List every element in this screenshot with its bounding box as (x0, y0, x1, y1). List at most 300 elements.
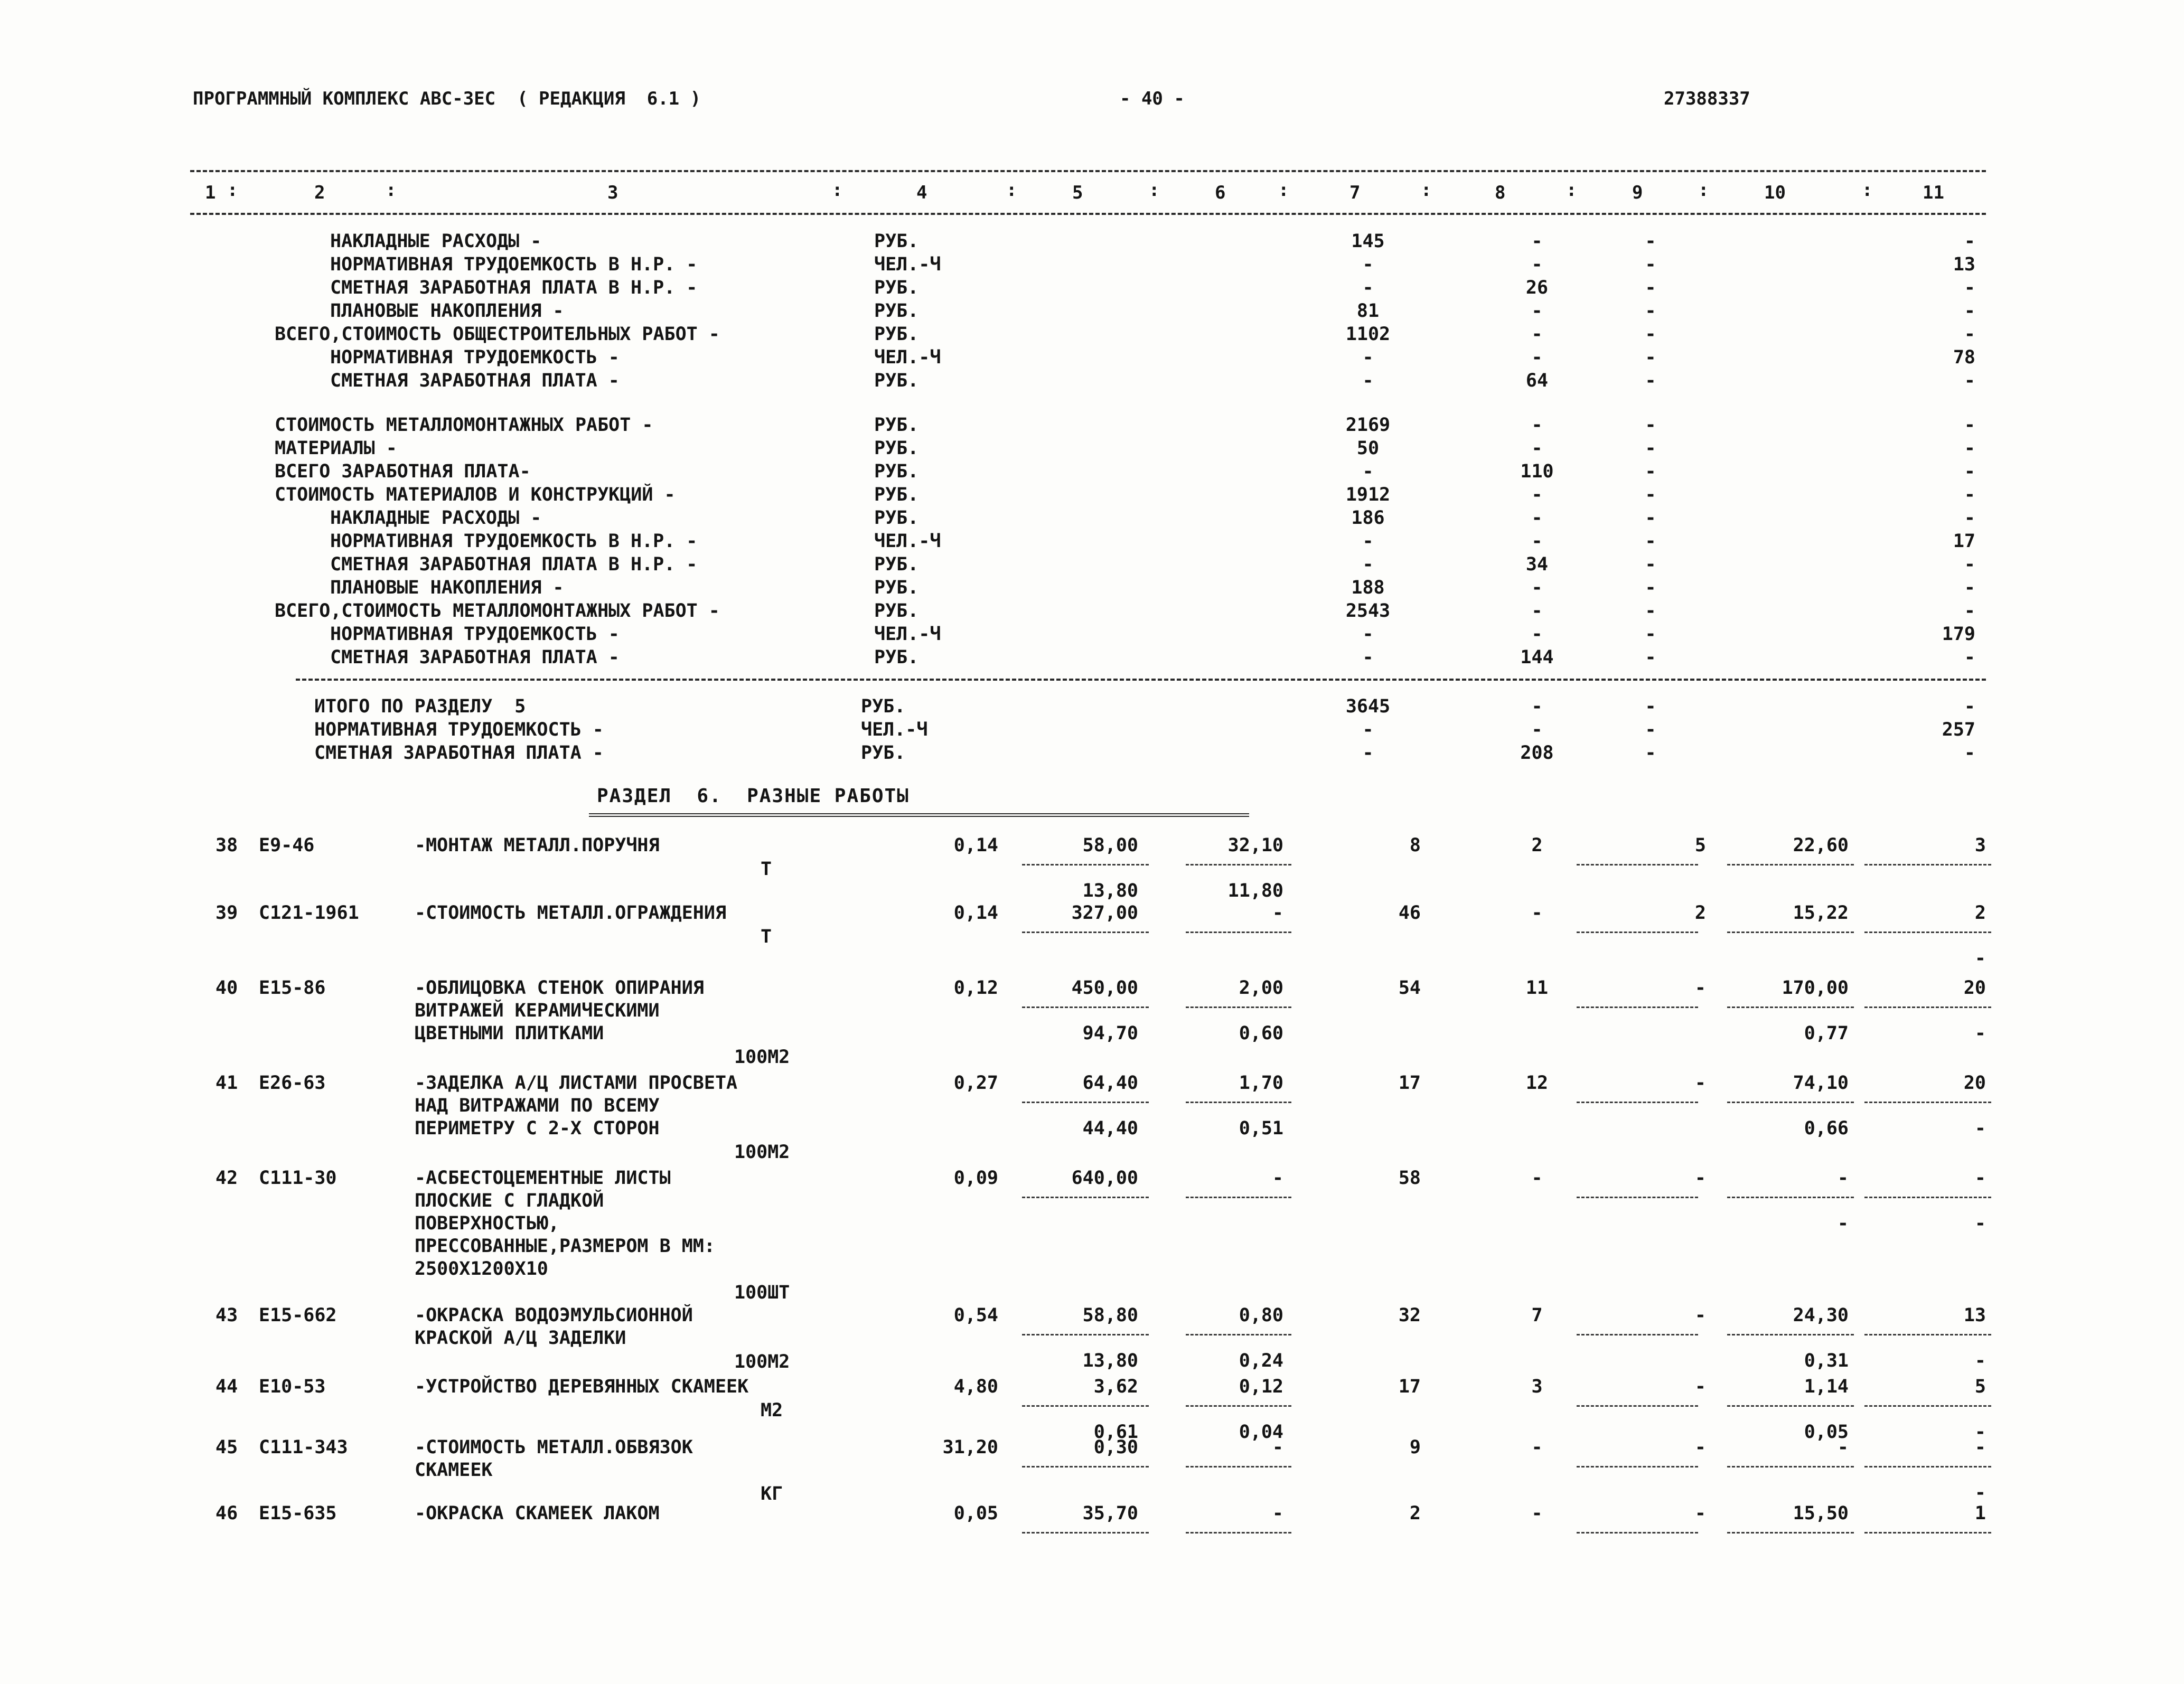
summary-col8: - (1531, 438, 1543, 459)
item-total-machine: - (1694, 1168, 1706, 1189)
item-unit-machine-wages: 0,51 (1239, 1118, 1283, 1139)
summary-col7: 2543 (1345, 600, 1391, 622)
item-name: -ОБЛИЦОВКА СТЕНОК ОПИРАНИЯ ВИТРАЖЕЙ КЕРАМИЧЕСКИМИ ЦВЕТНЫМИ ПЛИТКАМИ (415, 977, 704, 1044)
item-total-wages: - (1531, 1437, 1543, 1458)
totals-col8: - (1531, 719, 1543, 740)
summary-col7: - (1362, 347, 1374, 368)
summary-unit: РУБ. (874, 507, 919, 529)
item-total-wages: 3 (1531, 1376, 1543, 1397)
totals-col8: 208 (1520, 742, 1554, 764)
summary-row (0, 415, 2184, 438)
item-total-cost: 58 (1398, 1168, 1421, 1189)
summary-col7: - (1362, 461, 1374, 482)
value-separator (1864, 932, 1991, 933)
column-header-10: 10 (1764, 182, 1786, 203)
summary-col8: - (1531, 577, 1543, 598)
column-header-7: 7 (1349, 182, 1361, 203)
value-separator (1864, 1532, 1991, 1534)
column-separator: : (1566, 180, 1577, 201)
summary-col11: - (1964, 277, 1975, 298)
document-code: 27388337 (1664, 88, 1750, 109)
summary-col11: - (1964, 647, 1975, 668)
item-unit-cost: 58,80 (1082, 1305, 1138, 1326)
summary-col9: - (1645, 624, 1656, 645)
summary-row (0, 554, 2184, 577)
summary-unit: РУБ. (874, 300, 919, 322)
program-title: ПРОГРАММНЫЙ КОМПЛЕКС АВС-3ЕС ( РЕДАКЦИЯ 6.1 ) (193, 88, 701, 109)
summary-description: СТОИМОСТЬ МАТЕРИАЛОВ И КОНСТРУКЦИЙ - (275, 484, 676, 505)
summary-col8: - (1531, 254, 1543, 275)
summary-row (0, 393, 2184, 417)
value-separator (1864, 1405, 1991, 1407)
item-unit-wages: 94,70 (1082, 1023, 1138, 1044)
item-labor-total: 2 (1974, 902, 1986, 924)
item-unit: 100М2 (734, 1351, 790, 1372)
item-labor-total: 5 (1974, 1376, 1986, 1397)
item-labor-norm: 170,00 (1782, 977, 1849, 999)
summary-col8: - (1531, 484, 1543, 505)
summary-description: СМЕТНАЯ ЗАРАБОТНАЯ ПЛАТА В Н.Р. - (330, 277, 698, 298)
column-separator: : (1278, 180, 1289, 201)
value-separator (1577, 864, 1698, 865)
item-labor-norm-machine: 0,31 (1804, 1350, 1849, 1371)
summary-row (0, 577, 2184, 600)
summary-col9: - (1645, 461, 1656, 482)
summary-col11: - (1964, 484, 1975, 505)
summary-col7: 186 (1351, 507, 1385, 529)
summary-row (0, 647, 2184, 670)
section-title-underline (589, 813, 1249, 817)
item-name: -ЗАДЕЛКА А/Ц ЛИСТАМИ ПРОСВЕТА НАД ВИТРАЖАМИ ПО ВСЕМУ ПЕРИМЕТРУ С 2-Х СТОРОН (415, 1073, 738, 1139)
item-name: -УСТРОЙСТВО ДЕРЕВЯННЫХ СКАМЕЕК (415, 1376, 749, 1397)
summary-row (0, 324, 2184, 347)
summary-col11: - (1964, 300, 1975, 322)
item-total-cost: 46 (1398, 902, 1421, 924)
summary-unit: ЧЕЛ.-Ч (874, 531, 941, 552)
value-separator (1727, 1334, 1854, 1335)
item-unit: КГ (761, 1483, 783, 1504)
summary-row (0, 484, 2184, 507)
item-unit-cost: 327,00 (1071, 902, 1138, 924)
summary-col9: - (1645, 277, 1656, 298)
item-total-machine: - (1694, 1305, 1706, 1326)
item-total-machine: 5 (1694, 835, 1706, 856)
summary-row (0, 231, 2184, 254)
totals-col9: - (1645, 719, 1656, 740)
column-header-3: 3 (607, 182, 618, 203)
summary-unit: РУБ. (874, 554, 919, 575)
totals-unit: РУБ. (861, 742, 906, 764)
column-separator: : (1421, 180, 1432, 201)
item-name: -ОКРАСКА СКАМЕЕК ЛАКОМ (415, 1503, 660, 1524)
summary-unit: РУБ. (874, 600, 919, 622)
value-separator (1727, 1006, 1854, 1008)
item-name: -МОНТАЖ МЕТАЛЛ.ПОРУЧНЯ (415, 835, 660, 856)
value-separator (1186, 1532, 1291, 1534)
item-labor-norm-machine: 0,05 (1804, 1422, 1849, 1443)
totals-col11: - (1964, 742, 1975, 764)
value-separator (1577, 1532, 1698, 1534)
summary-col11: 17 (1953, 531, 1975, 552)
summary-col11: 13 (1953, 254, 1975, 275)
item-unit-wages: 44,40 (1082, 1118, 1138, 1139)
totals-unit: ЧЕЛ.-Ч (861, 719, 928, 740)
item-labor-total: - (1974, 1437, 1986, 1458)
totals-row (0, 719, 2184, 742)
item-labor-total-machine: - (1974, 1118, 1986, 1139)
totals-col7: - (1362, 742, 1374, 764)
value-separator (1186, 1197, 1291, 1198)
item-total-cost: 8 (1409, 835, 1421, 856)
summary-description: СМЕТНАЯ ЗАРАБОТНАЯ ПЛАТА В Н.Р. - (330, 554, 698, 575)
summary-col9: - (1645, 647, 1656, 668)
item-labor-total: 3 (1974, 835, 1986, 856)
item-unit-machine: 0,80 (1239, 1305, 1283, 1326)
item-unit-cost: 58,00 (1082, 835, 1138, 856)
summary-col8: 34 (1525, 554, 1549, 575)
item-total-wages: - (1531, 1503, 1543, 1524)
column-separator: : (1698, 180, 1709, 201)
item-labor-norm-machine: - (1837, 1213, 1849, 1234)
summary-row (0, 370, 2184, 393)
summary-col11: - (1964, 415, 1975, 436)
summary-row (0, 347, 2184, 370)
summary-col9: - (1645, 370, 1656, 391)
column-separator: : (386, 180, 397, 201)
item-labor-total: 20 (1963, 1073, 1986, 1094)
summary-description: ВСЕГО,СТОИМОСТЬ ОБЩЕСТРОИТЕЛЬНЫХ РАБОТ - (275, 324, 720, 345)
item-labor-norm: - (1837, 1168, 1849, 1189)
item-labor-norm: - (1837, 1437, 1849, 1458)
totals-col11: 257 (1942, 719, 1975, 740)
item-labor-total-machine: - (1974, 1213, 1986, 1234)
value-separator (1864, 864, 1991, 865)
summary-unit: РУБ. (874, 577, 919, 598)
item-unit-wages: 13,80 (1082, 880, 1138, 901)
summary-col7: 50 (1356, 438, 1380, 459)
item-unit-machine-wages: 0,24 (1239, 1350, 1283, 1371)
summary-unit: РУБ. (874, 277, 919, 298)
item-unit-machine: 0,12 (1239, 1376, 1283, 1397)
value-separator (1186, 864, 1291, 865)
summary-col8: - (1531, 347, 1543, 368)
summary-col7: 188 (1351, 577, 1385, 598)
value-separator (1727, 864, 1854, 865)
page-number: - 40 - (1120, 88, 1185, 109)
summary-row (0, 600, 2184, 624)
item-total-wages: - (1531, 902, 1543, 924)
summary-col9: - (1645, 231, 1656, 252)
summary-description: ВСЕГО,СТОИМОСТЬ МЕТАЛЛОМОНТАЖНЫХ РАБОТ - (275, 600, 720, 622)
item-unit-machine: - (1272, 1437, 1283, 1458)
summary-col8: 110 (1520, 461, 1554, 482)
column-header-6: 6 (1215, 182, 1226, 203)
item-code: С111-343 (259, 1437, 348, 1458)
item-number: 42 (215, 1168, 238, 1189)
item-labor-norm-machine: 0,77 (1804, 1023, 1849, 1044)
summary-col7: - (1362, 531, 1374, 552)
summary-col11: - (1964, 600, 1975, 622)
value-separator (1864, 1466, 1991, 1467)
item-code: Е26-63 (259, 1073, 326, 1094)
summary-col9: - (1645, 577, 1656, 598)
item-total-machine: - (1694, 977, 1706, 999)
summary-col7: 1912 (1345, 484, 1391, 505)
summary-unit: РУБ. (874, 415, 919, 436)
summary-col7: - (1362, 624, 1374, 645)
summary-col8: - (1531, 507, 1543, 529)
item-quantity: 0,27 (953, 1073, 998, 1094)
summary-description: СТОИМОСТЬ МЕТАЛЛОМОНТАЖНЫХ РАБОТ - (275, 415, 653, 436)
item-unit-wages: 0,61 (1093, 1422, 1138, 1443)
value-separator (1186, 1006, 1291, 1008)
item-quantity: 0,14 (953, 902, 998, 924)
value-separator (1022, 1006, 1149, 1008)
summary-col11: 179 (1942, 624, 1975, 645)
summary-col9: - (1645, 415, 1656, 436)
value-separator (1864, 1334, 1991, 1335)
summary-description: НОРМАТИВНАЯ ТРУДОЕМКОСТЬ В Н.Р. - (330, 254, 698, 275)
summary-col11: - (1964, 438, 1975, 459)
summary-col9: - (1645, 484, 1656, 505)
item-quantity: 4,80 (953, 1376, 998, 1397)
item-unit-machine-wages: 11,80 (1227, 880, 1283, 901)
item-code: Е15-86 (259, 977, 326, 999)
item-labor-total-machine: - (1974, 1482, 1986, 1503)
item-labor-total-machine: - (1974, 1422, 1986, 1443)
summary-description: НОРМАТИВНАЯ ТРУДОЕМКОСТЬ - (330, 347, 620, 368)
item-code: С111-30 (259, 1168, 337, 1189)
value-separator (1727, 1197, 1854, 1198)
value-separator (1186, 932, 1291, 933)
header-top-rule (190, 170, 1986, 172)
value-separator (1022, 1197, 1149, 1198)
totals-description: ИТОГО ПО РАЗДЕЛУ 5 (314, 696, 526, 717)
summary-col8: 64 (1525, 370, 1549, 391)
summary-col11: - (1964, 554, 1975, 575)
item-total-wages: - (1531, 1168, 1543, 1189)
item-total-cost: 17 (1398, 1073, 1421, 1094)
item-total-machine: - (1694, 1437, 1706, 1458)
summary-col9: - (1645, 531, 1656, 552)
totals-col8: - (1531, 696, 1543, 717)
item-total-wages: 7 (1531, 1305, 1543, 1326)
summary-col7: - (1362, 554, 1374, 575)
header-bottom-rule (190, 213, 1986, 215)
value-separator (1186, 1466, 1291, 1467)
value-separator (1577, 1102, 1698, 1103)
item-total-cost: 54 (1398, 977, 1421, 999)
totals-unit: РУБ. (861, 696, 906, 717)
item-labor-total: 20 (1963, 977, 1986, 999)
item-unit-machine: 2,00 (1239, 977, 1283, 999)
item-labor-total: 1 (1974, 1503, 1986, 1524)
value-separator (1186, 1102, 1291, 1103)
item-name: -СТОИМОСТЬ МЕТАЛЛ.ОГРАЖДЕНИЯ (415, 902, 727, 924)
item-labor-total-machine: - (1974, 948, 1986, 969)
item-labor-norm: 15,50 (1793, 1503, 1849, 1524)
totals-col7: 3645 (1345, 696, 1391, 717)
value-separator (1577, 1334, 1698, 1335)
column-header-4: 4 (916, 182, 927, 203)
summary-col8: - (1531, 600, 1543, 622)
summary-col7: - (1362, 254, 1374, 275)
value-separator (1577, 1466, 1698, 1467)
summary-col8: - (1531, 231, 1543, 252)
column-separator: : (1006, 180, 1017, 201)
item-code: Е9-46 (259, 835, 315, 856)
item-quantity: 0,54 (953, 1305, 998, 1326)
summary-unit: РУБ. (874, 370, 919, 391)
summary-description: ПЛАНОВЫЕ НАКОПЛЕНИЯ - (330, 577, 564, 598)
column-header-2: 2 (314, 182, 325, 203)
item-total-machine: 2 (1694, 902, 1706, 924)
column-separator: : (1862, 180, 1873, 201)
summary-unit: ЧЕЛ.-Ч (874, 624, 941, 645)
item-total-cost: 2 (1409, 1503, 1421, 1524)
item-unit-machine: - (1272, 902, 1283, 924)
summary-description: СМЕТНАЯ ЗАРАБОТНАЯ ПЛАТА - (330, 370, 620, 391)
item-code: С121-1961 (259, 902, 359, 924)
item-unit-machine: - (1272, 1503, 1283, 1524)
summary-unit: РУБ. (874, 324, 919, 345)
item-code: Е15-662 (259, 1305, 337, 1326)
totals-row (0, 696, 2184, 719)
value-separator (1022, 1466, 1149, 1467)
item-labor-norm-machine: 0,66 (1804, 1118, 1849, 1139)
summary-description: ПЛАНОВЫЕ НАКОПЛЕНИЯ - (330, 300, 564, 322)
summary-row (0, 254, 2184, 277)
summary-description: НАКЛАДНЫЕ РАСХОДЫ - (330, 507, 542, 529)
summary-description: НОРМАТИВНАЯ ТРУДОЕМКОСТЬ - (330, 624, 620, 645)
column-header-11: 11 (1923, 182, 1944, 203)
item-unit: М2 (761, 1400, 783, 1421)
summary-col8: - (1531, 300, 1543, 322)
summary-col9: - (1645, 254, 1656, 275)
item-number: 45 (215, 1437, 238, 1458)
item-labor-total-machine: - (1974, 1023, 1986, 1044)
summary-col8: 26 (1525, 277, 1549, 298)
summary-col11: - (1964, 231, 1975, 252)
summary-unit: РУБ. (874, 647, 919, 668)
summary-col7: - (1362, 277, 1374, 298)
summary-unit: РУБ. (874, 461, 919, 482)
item-code: Е15-635 (259, 1503, 337, 1524)
summary-col7: - (1362, 647, 1374, 668)
summary-col8: - (1531, 415, 1543, 436)
item-unit: 100М2 (734, 1047, 790, 1068)
summary-row (0, 624, 2184, 647)
item-unit-machine-wages: 0,04 (1239, 1422, 1283, 1443)
summary-row (0, 531, 2184, 554)
summary-description: НОРМАТИВНАЯ ТРУДОЕМКОСТЬ В Н.Р. - (330, 531, 698, 552)
item-unit-machine: 1,70 (1239, 1073, 1283, 1094)
item-number: 46 (215, 1503, 238, 1524)
summary-col8: - (1531, 324, 1543, 345)
value-separator (1022, 1334, 1149, 1335)
item-unit-machine: 32,10 (1227, 835, 1283, 856)
column-header-8: 8 (1495, 182, 1506, 203)
item-unit: Т (761, 926, 772, 947)
summary-col11: - (1964, 507, 1975, 529)
item-total-machine: - (1694, 1503, 1706, 1524)
value-separator (1727, 1405, 1854, 1407)
summary-row (0, 461, 2184, 484)
summary-description: МАТЕРИАЛЫ - (275, 438, 397, 459)
totals-col9: - (1645, 742, 1656, 764)
summary-unit: РУБ. (874, 231, 919, 252)
summary-col7: 81 (1356, 300, 1380, 322)
summary-col9: - (1645, 554, 1656, 575)
item-total-machine: - (1694, 1073, 1706, 1094)
item-unit-cost: 450,00 (1071, 977, 1138, 999)
item-unit-cost: 35,70 (1082, 1503, 1138, 1524)
value-separator (1864, 1006, 1991, 1008)
item-labor-norm: 15,22 (1793, 902, 1849, 924)
value-separator (1727, 1466, 1854, 1467)
totals-row (0, 742, 2184, 766)
item-unit: 100М2 (734, 1142, 790, 1163)
summary-col8: - (1531, 624, 1543, 645)
summary-description: СМЕТНАЯ ЗАРАБОТНАЯ ПЛАТА - (330, 647, 620, 668)
item-unit: 100ШТ (734, 1282, 790, 1303)
item-quantity: 31,20 (942, 1437, 998, 1458)
item-quantity: 0,12 (953, 977, 998, 999)
summary-col11: - (1964, 370, 1975, 391)
item-labor-norm: 22,60 (1793, 835, 1849, 856)
section-title: РАЗДЕЛ 6. РАЗНЫЕ РАБОТЫ (597, 785, 910, 807)
summary-col7: 145 (1351, 231, 1385, 252)
summary-unit: РУБ. (874, 438, 919, 459)
summary-row (0, 438, 2184, 461)
value-separator (1727, 932, 1854, 933)
summary-col11: - (1964, 461, 1975, 482)
summary-col7: 2169 (1345, 415, 1391, 436)
summary-col9: - (1645, 600, 1656, 622)
item-total-wages: 12 (1525, 1073, 1549, 1094)
item-number: 41 (215, 1073, 238, 1094)
item-quantity: 0,05 (953, 1503, 998, 1524)
item-unit-cost: 3,62 (1093, 1376, 1138, 1397)
summary-col7: - (1362, 370, 1374, 391)
summary-description: НАКЛАДНЫЕ РАСХОДЫ - (330, 231, 542, 252)
summary-row (0, 277, 2184, 300)
item-unit-machine: - (1272, 1168, 1283, 1189)
item-code: Е10-53 (259, 1376, 326, 1397)
value-separator (1022, 864, 1149, 865)
item-labor-total: - (1974, 1168, 1986, 1189)
summary-col9: - (1645, 507, 1656, 529)
value-separator (1727, 1532, 1854, 1534)
value-separator (1577, 1405, 1698, 1407)
item-quantity: 0,14 (953, 835, 998, 856)
summary-col11: 78 (1953, 347, 1975, 368)
item-name: -СТОИМОСТЬ МЕТАЛЛ.ОБВЯЗОК СКАМЕЕК (415, 1437, 693, 1481)
totals-col9: - (1645, 696, 1656, 717)
item-quantity: 0,09 (953, 1168, 998, 1189)
column-header-9: 9 (1632, 182, 1643, 203)
item-name: -ОКРАСКА ВОДОЭМУЛЬСИОННОЙ КРАСКОЙ А/Ц ЗАДЕЛКИ (415, 1305, 693, 1349)
value-separator (1022, 1102, 1149, 1103)
item-total-wages: 2 (1531, 835, 1543, 856)
summary-unit: РУБ. (874, 484, 919, 505)
item-labor-norm: 74,10 (1793, 1073, 1849, 1094)
summary-col9: - (1645, 300, 1656, 322)
item-unit-wages: 13,80 (1082, 1350, 1138, 1371)
summary-col11: - (1964, 577, 1975, 598)
value-separator (1022, 1405, 1149, 1407)
item-number: 39 (215, 902, 238, 924)
